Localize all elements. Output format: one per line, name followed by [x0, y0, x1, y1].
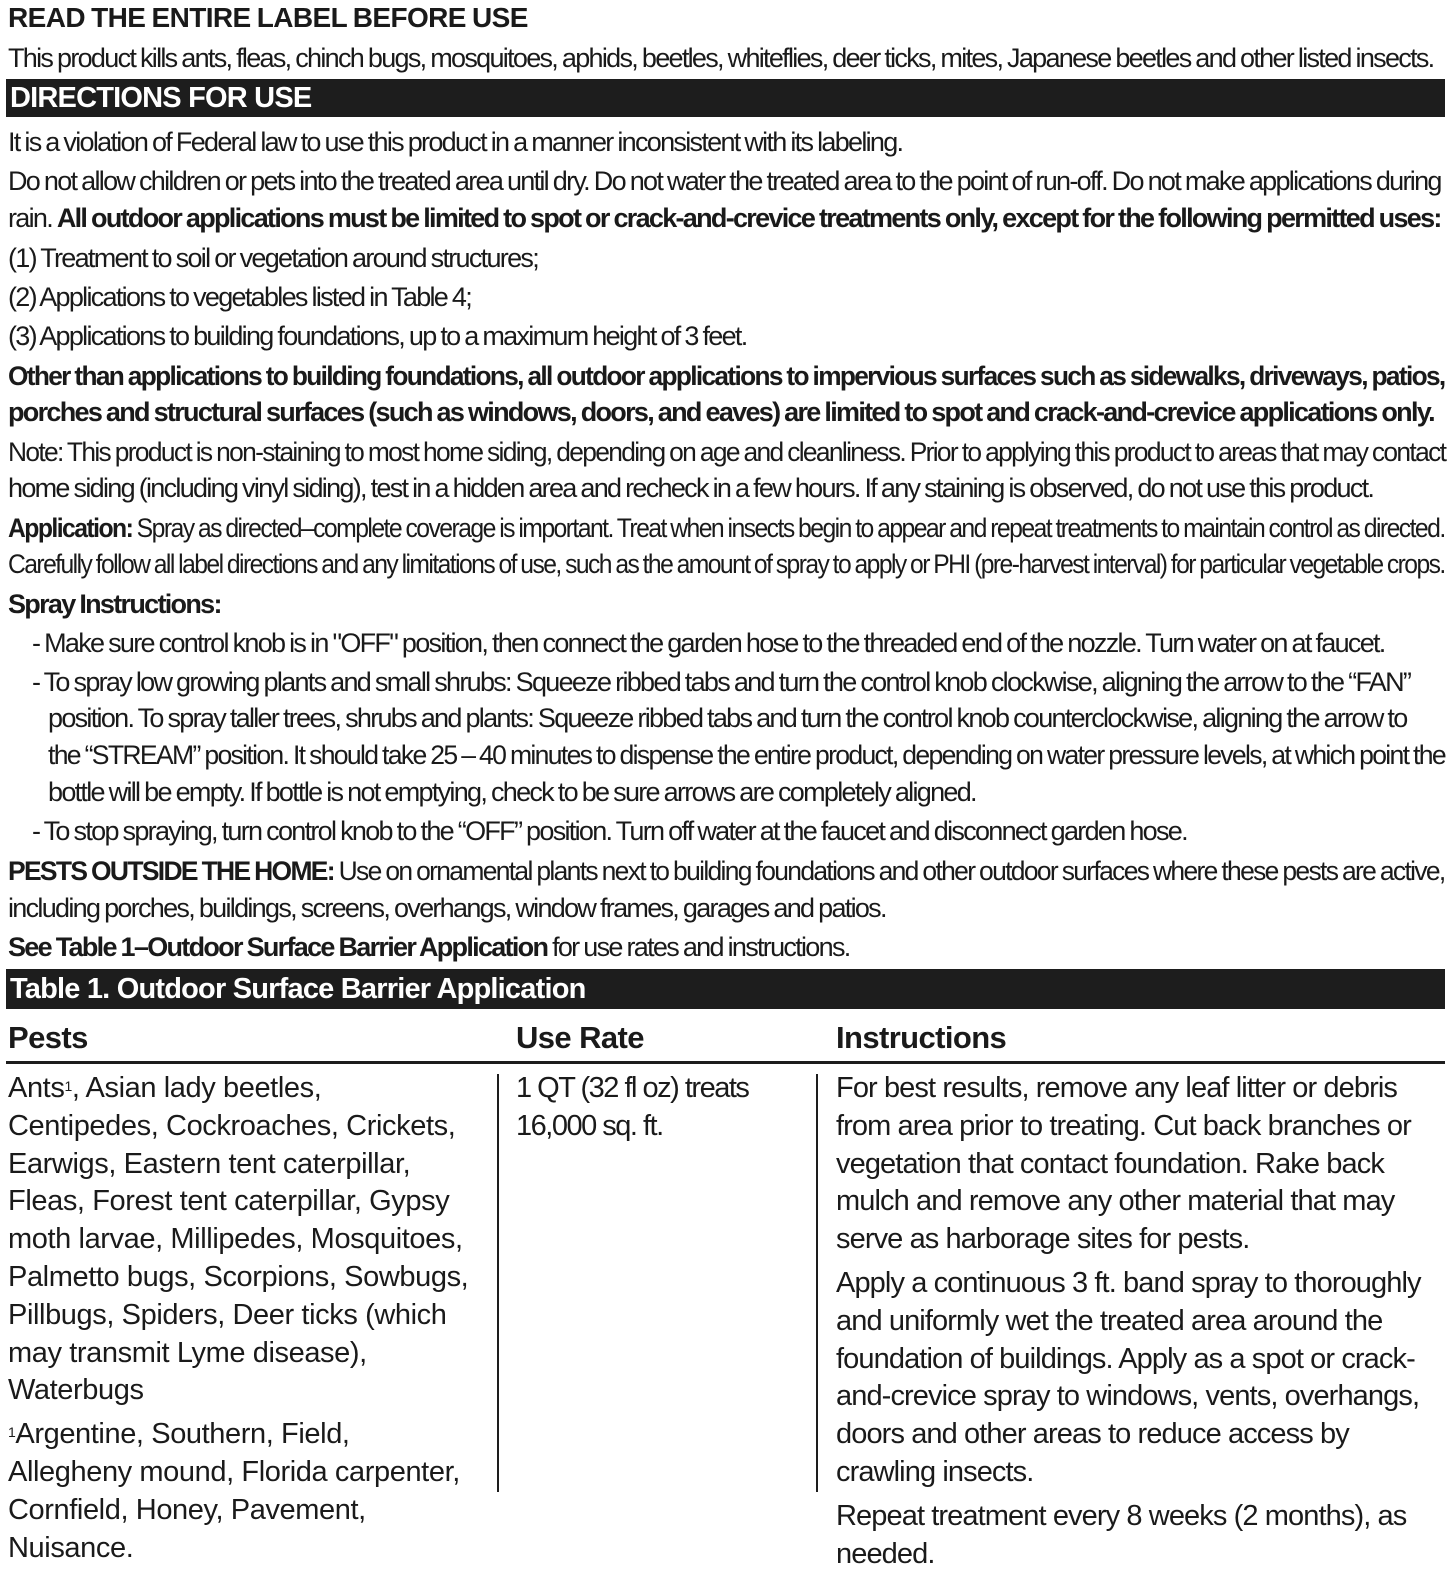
application-line-1: Spray as directed–complete coverage is important. Treat when insects begin to appear and repeat treatments to maintain control as directed. [132, 513, 1445, 543]
header-instructions: Instructions [836, 1020, 1007, 1055]
column-divider-2 [816, 1074, 818, 1492]
header-pests: Pests [8, 1020, 88, 1055]
header-rule [6, 1061, 1445, 1064]
pests-outside-line-2: including porches, buildings, screens, overhangs, window frames, garages and patios. [8, 893, 886, 923]
see-table-paragraph [8, 929, 1445, 965]
instructions-cell [836, 1070, 1446, 1573]
spray-instructions-title: Spray Instructions: [8, 589, 221, 619]
pests-cell [8, 1070, 478, 1567]
table-title: Table 1. Outdoor Surface Barrier Application [6, 969, 1445, 1009]
pests-outside-label: PESTS OUTSIDE THE HOME: [8, 856, 334, 886]
impervious-line-2: porches and structural surfaces (such as windows, doors, and eaves) are limited to spot and crack-and-crevice applications only. [8, 397, 1434, 427]
spray-step-2-line-4: bottle will be empty. If bottle is not emptying, check to be sure arrows are completely aligned. [48, 777, 976, 807]
note-line-1: Note: This product is non-staining to most home siding, depending on age and cleanliness. Prior to applying this product to areas that may contact [8, 437, 1446, 467]
instruction-paragraph-1: For best results, remove any leaf litter or debris from area prior to treating. Cut back branches or vegetation that contact foundation. Rake back mulch and remove any other material that may serve as harborage sites for pests. [836, 1072, 1411, 1256]
spray-step-2-line-1: - To spray low growing plants and small shrubs: Squeeze ribbed tabs and turn the control knob clockwise, aligning the arrow to the “FAN” [32, 667, 1411, 697]
intro-text: This product kills ants, fleas, chinch bugs, mosquitoes, aphids, beetles, whiteflies, deer ticks, mites, Japanese beetles and other listed insects. [8, 43, 1434, 73]
pests-outside-line-1: Use on ornamental plants next to building foundations and other outdoor surfaces where these pests are active, [333, 856, 1445, 886]
pests-ants: Ants [8, 1072, 65, 1104]
spray-step-2-line-2: position. To spray taller trees, shrubs and plants: Squeeze ribbed tabs and turn the control knob counterclockwise, aligning the arrow to [48, 703, 1407, 733]
directions-title: DIRECTIONS FOR USE [6, 79, 1445, 117]
ants-footnote-mark: 1 [64, 1078, 72, 1094]
see-table-bold: See Table 1–Outdoor Surface Barrier Application [8, 932, 548, 962]
header-use-rate: Use Rate [516, 1020, 644, 1055]
use-rate-text: 1 QT (32 fl oz) treats 16,000 sq. ft. [516, 1072, 749, 1142]
pests-footnote: Argentine, Southern, Field, Allegheny mound, Florida carpenter, Cornfield, Honey, Pavement, Nuisance. [8, 1418, 460, 1564]
instruction-paragraph-2: Apply a continuous 3 ft. band spray to thoroughly and uniformly wet the treated area around the foundation of buildings. Apply as a spot or crack-and-crevice spray to windows, vents, overhangs, doors and other areas to reduce access by crawling insects. [836, 1266, 1421, 1488]
column-divider-1 [497, 1074, 499, 1492]
permitted-use-1: (1) Treatment to soil or vegetation around structures; [8, 243, 539, 273]
spray-step-2-line-3: the “STREAM” position. It should take 25 – 40 minutes to dispense the entire product, depending on water pressure levels, at which point the [48, 740, 1445, 770]
use-rate-cell [516, 1070, 806, 1146]
instruction-paragraph-3: Repeat treatment every 8 weeks (2 months), as needed. [836, 1499, 1407, 1570]
application-label: Application: [8, 513, 133, 543]
spray-step-3: - To stop spraying, turn control knob to the “OFF” position. Turn off water at the faucet and disconnect garden hose. [32, 816, 1187, 846]
label-heading: READ THE ENTIRE LABEL BEFORE USE [8, 2, 528, 33]
footnote-mark: 1 [8, 1424, 16, 1441]
permitted-use-3: (3) Applications to building foundations, up to a maximum height of 3 feet. [8, 321, 747, 351]
pests-outside-paragraph [8, 853, 1445, 889]
outdoor-limit-bold: All outdoor applications must be limited to spot or crack-and-crevice treatments only, except for the following permitted uses: [56, 203, 1441, 233]
application-paragraph [8, 510, 1445, 546]
children-pets-text: Do not allow children or pets into the treated area until dry. Do not water the treated area to the point of run-off. Do not make applications during [8, 166, 1441, 196]
application-line-2: Carefully follow all label directions and any limitations of use, such as the amount of spray to apply or PHI (pre-harvest interval) for particular vegetable crops. [8, 549, 1445, 579]
outdoor-limit-paragraph [8, 200, 1445, 236]
see-table-rest: for use rates and instructions. [547, 932, 850, 962]
note-line-2: home siding (including vinyl siding), test in a hidden area and recheck in a few hours. If any staining is observed, do not use this product. [8, 473, 1374, 503]
outdoor-surface-table [6, 1012, 1445, 1570]
spray-step-1: - Make sure control knob is in "OFF" position, then connect the garden hose to the threaded end of the nozzle. Turn water on at faucet. [32, 628, 1385, 658]
rain-text: rain. [8, 203, 57, 233]
pests-list: , Asian lady beetles, Centipedes, Cockroaches, Crickets, Earwigs, Eastern tent caterpillar, Fleas, Forest tent caterpillar, Gypsy moth larvae, Millipedes, Mosquitoes, Palmetto bugs, Scorpions, Sowbugs, Pillbugs, Spiders, Deer ticks (which may transmit Lyme disease), Waterbugs [8, 1072, 469, 1407]
impervious-line-1: Other than applications to building foundations, all outdoor applications to impervious surfaces such as sidewalks, driveways, patios, [8, 361, 1445, 391]
federal-law-text: It is a violation of Federal law to use this product in a manner inconsistent with its labeling. [8, 127, 903, 157]
permitted-use-2: (2) Applications to vegetables listed in Table 4; [8, 282, 472, 312]
